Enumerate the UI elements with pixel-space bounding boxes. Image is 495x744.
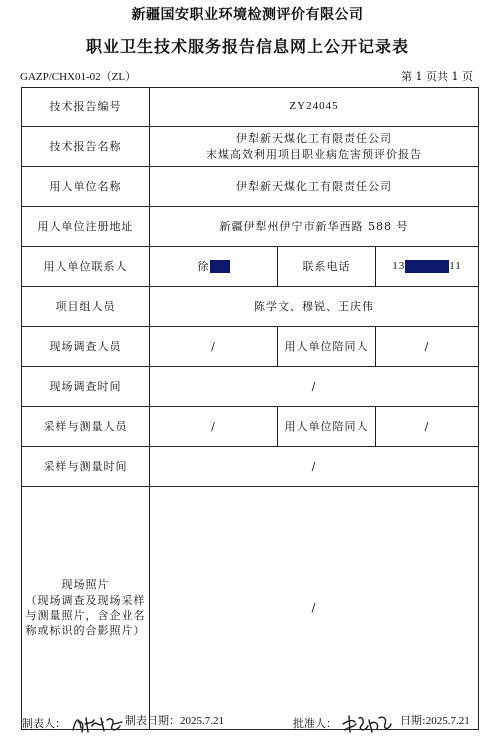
row-project-members: [22, 287, 479, 327]
redaction-block: [210, 260, 230, 273]
project-members-label: 项目组人员: [22, 287, 150, 327]
survey-escort-value: /: [376, 327, 479, 367]
photos-label: [22, 487, 150, 730]
survey-time-value: /: [150, 367, 479, 407]
sampling-time-value: /: [150, 447, 479, 487]
row-report-name: [22, 127, 479, 167]
survey-staff-value: /: [150, 327, 278, 367]
report-name-value: [150, 127, 479, 167]
row-employer-address: [22, 207, 479, 247]
sampling-time-label: 采样与测量时间: [22, 447, 150, 487]
document-title: 职业卫生技术服务报告信息网上公开记录表: [85, 37, 409, 56]
phone-suffix: 11: [449, 259, 462, 272]
row-survey-staff: [22, 327, 479, 367]
row-report-no: [22, 88, 479, 127]
report-name-label: 技术报告名称: [22, 127, 150, 167]
row-sampling-time: [22, 447, 479, 487]
survey-staff-label: 现场调查人员: [22, 327, 150, 367]
row-photos: [22, 487, 479, 730]
employer-address-value: 新疆伊犁州伊宁市新华西路 588 号: [150, 207, 479, 247]
approved-date: [400, 712, 470, 728]
prepared-by-label: 制表人：: [22, 717, 66, 730]
prepared-by: [22, 712, 126, 736]
photos-label-line4: 称或标识的合影照片）: [25, 624, 146, 638]
sampling-escort-value: /: [376, 407, 479, 447]
sampling-escort-label: 用人单位陪同人: [278, 407, 376, 447]
employer-name-value: 伊犁新天煤化工有限责任公司: [150, 167, 479, 207]
prepared-date-label: 制表日期：: [125, 714, 180, 727]
survey-escort-label: 用人单位陪同人: [278, 327, 376, 367]
contact-name-prefix: 徐: [197, 259, 210, 273]
contact-label: 用人单位联系人: [22, 247, 150, 287]
prepared-date: [125, 712, 224, 728]
survey-time-label: 现场调查时间: [22, 367, 150, 407]
prepared-date-value: 2025.7.21: [180, 715, 224, 727]
contact-value: [150, 247, 278, 287]
row-employer-name: [22, 167, 479, 207]
company-name: 新疆国安职业环境检测评价有限公司: [131, 7, 364, 23]
approved-date-label: 日期:: [400, 714, 426, 727]
redaction-block: [405, 260, 449, 273]
row-survey-time: [22, 367, 479, 407]
photos-label-line2: （现场调查及现场采样: [25, 593, 146, 607]
row-contact: [22, 247, 479, 287]
preparer-signature: [70, 712, 126, 736]
approved-by-label: 批准人：: [293, 717, 337, 730]
project-members-value: 陈学文、穆锐、王庆伟: [150, 287, 479, 327]
report-no-value: ZY24045: [150, 88, 479, 127]
employer-name-label: 用人单位名称: [22, 167, 150, 207]
phone-value: [376, 247, 479, 287]
approved-by: [293, 712, 393, 736]
report-name-line1: 伊犁新天煤化工有限责任公司: [236, 132, 393, 146]
page-info: 第 1 页共 1 页: [401, 70, 473, 83]
row-sampling-staff: [22, 407, 479, 447]
report-no-label: 技术报告编号: [22, 88, 150, 127]
phone-label: 联系电话: [278, 247, 376, 287]
sampling-staff-value: /: [150, 407, 278, 447]
photos-label-line1: 现场照片: [61, 578, 110, 592]
sampling-staff-label: 采样与测量人员: [22, 407, 150, 447]
record-table: [21, 87, 479, 730]
report-name-line2: 末煤高效利用项目职业病危害预评价报告: [206, 147, 423, 161]
employer-address-label: 用人单位注册地址: [22, 207, 150, 247]
approved-date-value: 2025.7.21: [425, 715, 470, 727]
photos-value: /: [150, 487, 479, 730]
photos-label-line3: 与测量照片，含企业名: [25, 609, 146, 622]
form-code: GAZP/CHX01-02（ZL）: [20, 71, 137, 83]
approver-signature: [341, 712, 393, 736]
phone-prefix: 13: [392, 259, 406, 272]
